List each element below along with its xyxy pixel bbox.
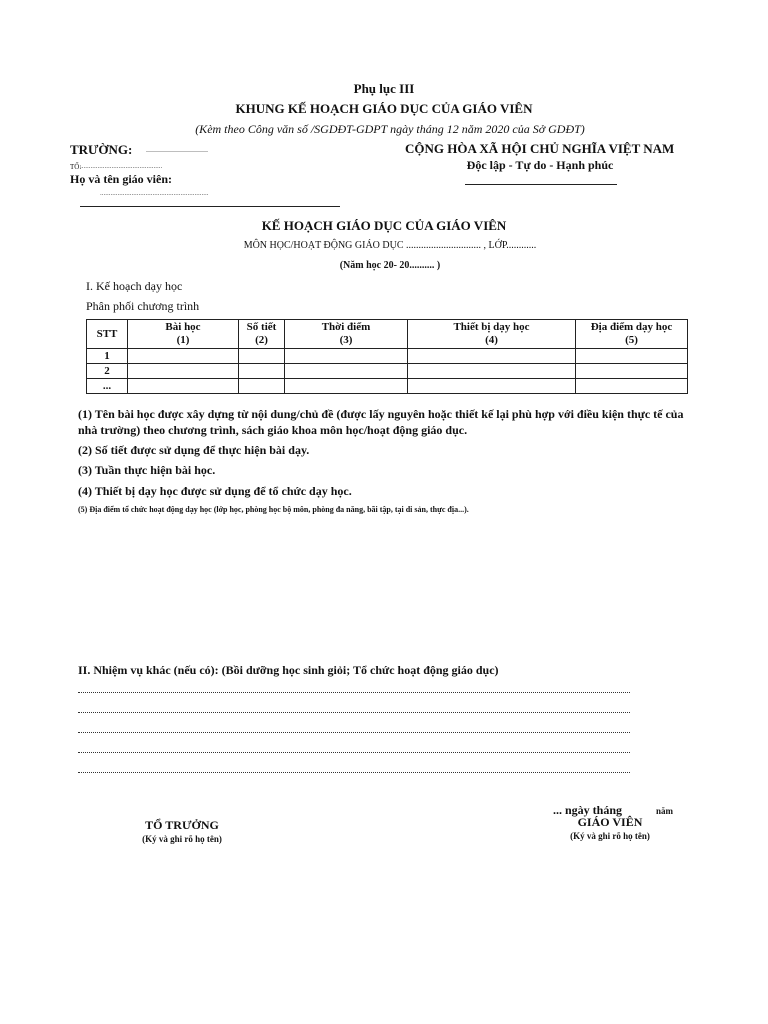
teacher-name-label: Họ và tên giáo viên: (70, 172, 172, 186)
table-row (87, 364, 688, 379)
cell-location[interactable] (576, 349, 688, 364)
cell-lesson[interactable] (128, 379, 239, 394)
col-number: (1) (176, 334, 190, 346)
motto-underline (465, 184, 617, 185)
note-3: (3) Tuần thực hiện bài học. (78, 463, 216, 477)
col-label: Địa điểm dạy học (590, 321, 673, 333)
cell-periods[interactable] (239, 379, 285, 394)
group-leader-sign-note: (Ký và ghi rõ họ tên) (142, 834, 222, 844)
cell-equipment[interactable] (408, 364, 576, 379)
date-year: năm (656, 806, 674, 816)
left-divider (80, 206, 340, 207)
section-2-heading: II. Nhiệm vụ khác (nếu có): (Bồi dưỡng học sinh giỏi; Tổ chức hoạt động giáo dục) (78, 663, 499, 677)
row-stt: 2 (87, 364, 128, 379)
col-number: (5) (625, 334, 638, 346)
dotted-entry-line[interactable] (78, 692, 630, 693)
lesson-plan-table (86, 319, 688, 394)
cell-time[interactable] (285, 379, 408, 394)
dotted-entry-line[interactable] (78, 732, 630, 733)
col-periods-header (239, 320, 285, 349)
row-stt: 1 (87, 349, 128, 364)
col-number: (4) (485, 334, 498, 346)
cell-time[interactable] (285, 364, 408, 379)
col-label: Thiết bị dạy học (453, 321, 530, 333)
cell-time[interactable] (285, 349, 408, 364)
table-header-row (87, 320, 688, 349)
group-dots: ............................................... (80, 162, 163, 170)
group-label: TỔ: (70, 163, 82, 171)
school-year-line: (Năm học 20- 20.......... ) (339, 260, 441, 271)
cell-location[interactable] (576, 364, 688, 379)
nation-title: CỘNG HÒA XÃ HỘI CHỦ NGHĨA VIỆT NAM (405, 141, 675, 156)
plan-title: KẾ HOẠCH GIÁO DỤC CỦA GIÁO VIÊN (261, 218, 507, 233)
dotted-entry-line[interactable] (78, 772, 630, 773)
col-label: STT (96, 327, 118, 340)
teacher-title: GIÁO VIÊN (577, 815, 643, 829)
col-label: Thời điểm (321, 321, 371, 333)
school-label: TRƯỜNG: (70, 142, 133, 157)
cell-lesson[interactable] (128, 349, 239, 364)
note-5: (5) Địa điểm tổ chức hoạt động dạy học (lớp học, phòng học bộ môn, phòng đa năng, bãi tập, tại di sản, thực địa...). (78, 505, 469, 514)
cell-equipment[interactable] (408, 379, 576, 394)
col-stt-header (87, 320, 128, 349)
teacher-name-dots: .............................................................. (100, 189, 209, 197)
col-number: (3) (339, 334, 353, 346)
note-1-line-2: nhà trường) theo chương trình, sách giáo khoa môn học/hoạt động giáo dục. (78, 423, 468, 437)
col-time-header (285, 320, 408, 349)
col-label: Bài học (165, 321, 201, 333)
cell-periods[interactable] (239, 349, 285, 364)
col-equipment-header (408, 320, 576, 349)
col-label: Số tiết (246, 321, 277, 333)
dispatch-reference: (Kèm theo Công văn số /SGDĐT-GDPT ngày tháng 12 năm 2020 của Sở GDĐT) (195, 122, 585, 136)
cell-periods[interactable] (239, 364, 285, 379)
cell-equipment[interactable] (408, 349, 576, 364)
school-dots: ............................... (146, 145, 208, 154)
note-2: (2) Số tiết được sử dụng để thực hiện bài dạy. (78, 443, 310, 457)
table-row (87, 379, 688, 394)
teacher-sign-note: (Ký và ghi rõ họ tên) (570, 831, 650, 841)
row-stt: ... (87, 379, 128, 394)
appendix-label: Phụ lục III (353, 81, 415, 96)
cell-lesson[interactable] (128, 364, 239, 379)
col-lesson-header (128, 320, 239, 349)
note-4: (4) Thiết bị dạy học được sử dụng để tổ chức dạy học. (78, 484, 352, 498)
dotted-entry-line[interactable] (78, 712, 630, 713)
dotted-entry-line[interactable] (78, 752, 630, 753)
date-line: ... ngày tháng (553, 803, 623, 817)
note-1-line-1: (1) Tên bài học được xây dựng từ nội dung/chủ đề (được lấy nguyên hoặc thiết kế lại phù hợp với điều kiện thực tế của (78, 407, 684, 421)
col-location-header (576, 320, 688, 349)
motto: Độc lập - Tự do - Hạnh phúc (466, 158, 614, 172)
group-leader-title: TỔ TRƯỞNG (145, 818, 219, 832)
section-1-subheading: Phân phối chương trình (86, 299, 200, 313)
col-number: (2) (255, 334, 268, 346)
cell-location[interactable] (576, 379, 688, 394)
form-title: KHUNG KẾ HOẠCH GIÁO DỤC CỦA GIÁO VIÊN (235, 101, 533, 116)
section-1-heading: I. Kế hoạch dạy học (86, 279, 183, 293)
table-row (87, 349, 688, 364)
subject-class-line: MÔN HỌC/HOẠT ĐỘNG GIÁO DỤC .............................. , LỚP............ (243, 240, 537, 251)
